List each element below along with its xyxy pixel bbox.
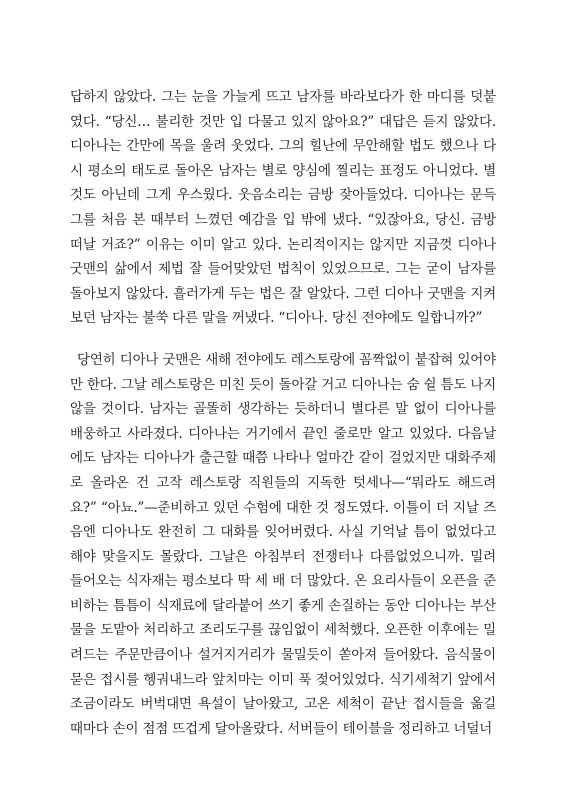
document-page	[70, 85, 496, 741]
paragraph: 답하지 않았다. 그는 눈을 가늘게 뜨고 남자를 바라보다가 한 마디를 덧붙였다. “당신… 불리한 것만 입 다물고 있지 않아요?” 대답은 듣지 않았다. 디아나는 간만에 목을 울려 웃었다. 그의 힐난에 무안해할 법도 했으나 다시 평소의 태도로 돌아온 남자는 별로 양심에 찔리는 표정도 아니었다. 별것도 아닌데 그게 우스웠다. 웃음소리는 금방 잦아들었다. 디아나는 문득 그를 처음 본 때부터 느꼈던 예감을 입 밖에 냈다. “있잖아요, 당신. 금방 떠날 거죠?” 이유는 이미 알고 있다. 논리적이지는 않지만 지금껏 디아나 굿맨의 삶에서 제법 잘 들어맞았던 법칙이 있었으므로. 그는 굳이 남자를 돌아보지 않았다. 흘러가게 두는 법은 잘 알았다. 그런 디아나 굿맨을 지켜보던 남자는 불쑥 다른 말을 꺼냈다. “디아나. 당신 전야에도 일합니까?”	[70, 89, 496, 327]
paragraph: 당연히 디아나 굿맨은 새해 전야에도 레스토랑에 꼼짝없이 붙잡혀 있어야만 한다. 그날 레스토랑은 미친 듯이 돌아갈 거고 디아나는 숨 쉴 틈도 나지 않을 것이다. 남자는 골똘히 생각하는 듯하더니 별다른 말 없이 디아나를 배웅하고 사라졌다. 디아나는 거기에서 끝인 줄로만 알고 있었다. 다음날에도 남자는 디아나가 출근할 때쯤 나타나 얼마간 같이 걸었지만 대화주제로 올라온 건 고작 레스토랑 직원들의 지독한 텃세나—“뭐라도 해드려요?” “아뇨.”—준비하고 있던 수험에 대한 것 정도였다. 이틀이 더 지날 즈음엔 디아나도 완전히 그 대화를 잊어버렸다. 사실 기억날 틈이 없었다고 해야 맞을지도 몰랐다. 그날은 아침부터 전쟁터나 다름없었으니까. 밀려 들어오는 식자재는 평소보다 딱 세 배 더 많았다. 온 요리사들이 오픈을 준비하는 틈틈이 식재료에 달라붙어 쓰기 좋게 손질하는 동안 디아나는 부산물을 도맡아 처리하고 조리도구를 끊임없이 세척했다. 오픈한 이후에는 밀려드는 주문만큼이나 설거지거리가 물밀듯이 쏟아져 들어왔다. 음식물이 묻은 접시를 헹궈내느라 앞치마는 이미 푹 젖어있었다. 식기세척기 앞에서 조금이라도 버벅대면 욕설이 날아왔고, 고온 세척이 끝난 접시들을 옮길 때마다 손이 점점 뜨겁게 달아올랐다. 서버들이 테이블을 정리하고 너덜너	[70, 351, 496, 737]
